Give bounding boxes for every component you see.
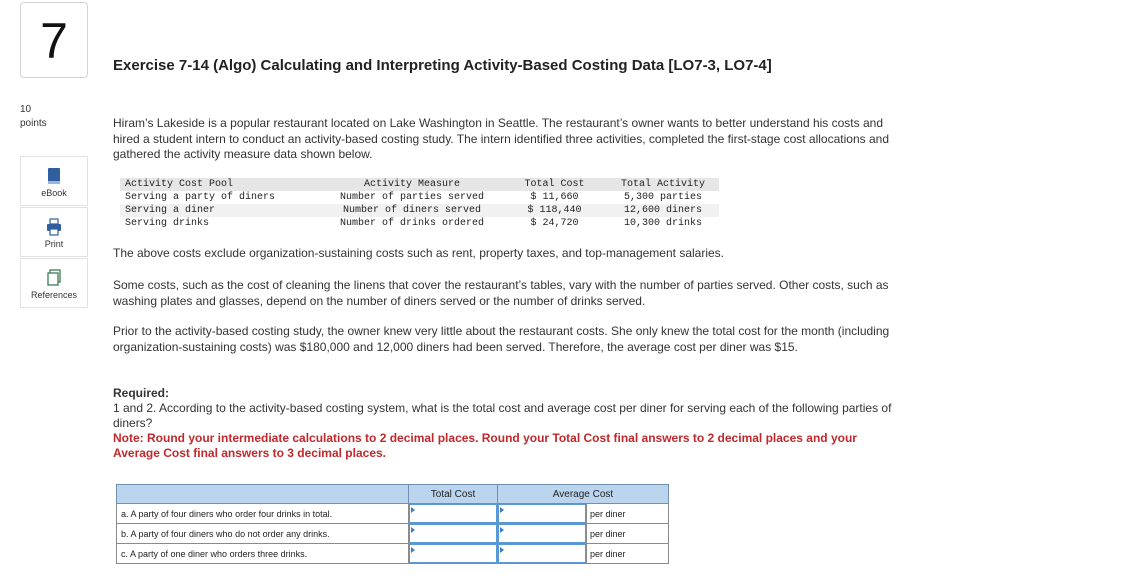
ebook-button[interactable]	[20, 156, 88, 206]
prior-study-paragraph: Prior to the activity-based costing study, the owner knew very little about the restaurant costs. She only knew the total cost for the month (including organization-sustaining costs) was $180,000 and 12,000 diners had been served. Therefore, the average cost per diner was $15.	[113, 324, 890, 354]
answer-header-average-cost: Average Cost	[498, 485, 669, 504]
table-row	[120, 204, 719, 217]
cell-pool: Serving drinks	[125, 218, 210, 229]
marker-icon	[411, 547, 415, 553]
cell-measure: Number of diners served	[322, 204, 502, 217]
print-button[interactable]	[20, 207, 88, 257]
total-cost-input-b[interactable]	[409, 524, 497, 543]
cell-measure: Number of parties served	[339, 192, 485, 203]
required-title: Required:	[113, 386, 170, 400]
answer-header-blank	[117, 485, 409, 504]
required-section	[113, 386, 903, 461]
print-icon	[46, 218, 62, 236]
activity-table-header	[120, 178, 719, 191]
answer-table-header	[117, 485, 669, 504]
exclusion-paragraph: The above costs exclude organization-sustaining costs such as rent, property taxes, and top-management salaries.	[113, 246, 724, 260]
answer-row-label: b. A party of four diners who do not order any drinks.	[117, 524, 409, 544]
header-activity-measure: Activity Measure	[322, 178, 502, 191]
marker-icon	[500, 547, 504, 553]
marker-icon	[411, 527, 415, 533]
unit-label: per diner	[587, 504, 669, 524]
answer-table	[116, 484, 669, 564]
ebook-label: eBook	[41, 188, 67, 198]
unit-label: per diner	[587, 524, 669, 544]
points-label: points	[20, 118, 47, 129]
average-cost-input-c[interactable]	[498, 544, 586, 563]
intro-paragraph: Hiram’s Lakeside is a popular restaurant located on Lake Washington in Seattle. The restaurant’s owner wants to better understand his costs and hired a student intern to conduct an activity-based costing study. The intern identified three activities, completed the first-stage cost allocations and gathered the activity measure data shown below.	[113, 116, 889, 161]
cell-total-activity: 12,600 diners	[607, 204, 719, 217]
marker-icon	[500, 507, 504, 513]
average-cost-cell	[498, 544, 587, 564]
exercise-title: Exercise 7-14 (Algo) Calculating and Interpreting Activity-Based Costing Data [LO7-3, LO7-4]	[113, 57, 772, 74]
total-cost-cell	[409, 524, 498, 544]
table-row	[120, 191, 719, 204]
table-row	[117, 524, 669, 544]
cell-total-cost: $ 118,440	[502, 204, 607, 217]
points-info	[20, 103, 47, 131]
average-cost-input-b[interactable]	[498, 524, 586, 543]
table-row	[117, 544, 669, 564]
average-cost-cell	[498, 504, 587, 524]
cell-total-cost: $ 11,660	[530, 192, 579, 203]
cell-measure: Number of drinks ordered	[339, 218, 485, 229]
header-total-cost: Total Cost	[502, 178, 607, 191]
answer-row-label: c. A party of one diner who orders three drinks.	[117, 544, 409, 564]
activity-cost-table	[120, 178, 719, 230]
cell-pool: Serving a party of diners	[125, 192, 276, 203]
required-text: 1 and 2. According to the activity-based costing system, what is the total cost and average cost per diner for serving each of the following parties of diners?	[113, 401, 892, 430]
total-cost-input-a[interactable]	[409, 504, 497, 523]
ebook-icon	[46, 167, 62, 185]
table-row	[120, 217, 719, 230]
points-value: 10	[20, 104, 32, 115]
references-label: References	[30, 290, 78, 300]
marker-icon	[411, 507, 415, 513]
question-number: 7	[20, 2, 88, 78]
total-cost-cell	[409, 504, 498, 524]
cell-total-activity: 10,300 drinks	[623, 218, 702, 229]
header-activity-cost-pool: Activity Cost Pool	[120, 178, 322, 191]
header-total-activity: Total Activity	[607, 178, 719, 191]
average-cost-input-a[interactable]	[498, 504, 586, 523]
references-icon	[46, 269, 62, 287]
cell-total-cost: $ 24,720	[530, 218, 579, 229]
average-cost-cell	[498, 524, 587, 544]
answer-row-label: a. A party of four diners who order four drinks in total.	[117, 504, 409, 524]
answer-header-total-cost: Total Cost	[409, 485, 498, 504]
cell-total-activity: 5,300 parties	[623, 192, 702, 203]
table-row	[117, 504, 669, 524]
marker-icon	[500, 527, 504, 533]
rounding-note: Note: Round your intermediate calculations to 2 decimal places. Round your Total Cost final answers to 2 decimal places and your Average Cost final answers to 3 decimal places.	[113, 431, 857, 460]
print-label: Print	[44, 239, 64, 249]
references-button[interactable]	[20, 258, 88, 308]
total-cost-cell	[409, 544, 498, 564]
cost-behavior-paragraph: Some costs, such as the cost of cleaning the linens that cover the restaurant’s tables, vary with the number of parties served. Other costs, such as washing plates and glasses, depend on the number of diners served or the number of drinks served.	[113, 278, 889, 308]
total-cost-input-c[interactable]	[409, 544, 497, 563]
unit-label: per diner	[587, 544, 669, 564]
cell-pool: Serving a diner	[120, 204, 322, 217]
